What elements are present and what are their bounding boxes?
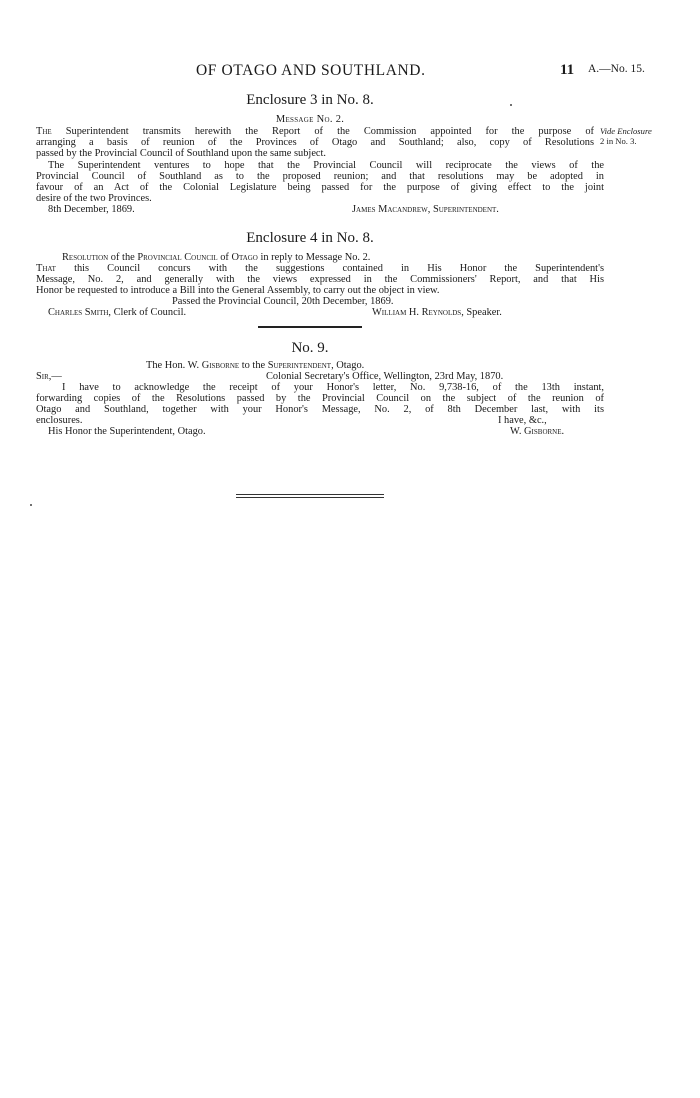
no-9-signature: W. Gisborne. (510, 426, 565, 437)
no-9-line-4: enclosures. (36, 415, 83, 426)
closing: I have, &c., (498, 415, 547, 426)
enclosure-3-subheading: Message No. 2. (275, 114, 345, 125)
stray-mark (30, 504, 32, 506)
end-rule-1 (236, 494, 384, 495)
document-reference: A.—No. 15. (588, 63, 645, 75)
enclosure-3-line-5: Provincial Council of Southland as to the proposed reunion; and that resolutions may be adopted in (36, 171, 604, 182)
no-9-line-3: Otago and Southland, together with your Honor's Message, No. 2, of 8th December last, with its (36, 404, 604, 415)
no-9-line-2: forwarding copies of the Resolutions passed by the Provincial Council on the subject of the reunion of (36, 393, 604, 404)
margin-note (600, 126, 652, 146)
enclosure-3-heading: Enclosure 3 in No. 8. (246, 92, 374, 108)
enclosure-4-line-2: Message, No. 2, and generally with the views expressed in the Commissioners' Report, and that His (36, 274, 604, 285)
enclosure-3-signature: James Macandrew, Superintendent. (352, 204, 499, 215)
enclosure-4-passed: Passed the Provincial Council, 20th December, 1869. (172, 296, 394, 307)
enclosure-3-line-3: passed by the Provincial Council of Southland upon the same subject. (36, 148, 327, 159)
no-9-from-line: The Hon. W. Gisborne to the Superintendent, Otago. (146, 360, 365, 371)
no-9-line-1: I have to acknowledge the receipt of your Honor's letter, No. 9,738-16, of the 13th instant, (62, 382, 604, 393)
enclosure-3-line-1: The Superintendent transmits herewith the Report of the Commission appointed for the purpose of (36, 126, 594, 137)
margin-note-line-1: Vide Enclosure (600, 126, 652, 136)
running-head (0, 62, 700, 82)
first-word: That (36, 263, 56, 274)
clerk-signature: Charles Smith, Clerk of Council. (48, 307, 187, 318)
enclosure-4-intro: Resolution of the Provincial Council of Otago in reply to Message No. 2. (62, 252, 371, 263)
enclosure-3-line-2: arranging a basis of reunion of the Provinces of Otago and Southland; also, copy of Resolutions (36, 137, 594, 148)
first-word: The (36, 126, 52, 137)
addressee: His Honor the Superintendent, Otago. (48, 426, 206, 437)
section-divider (258, 326, 362, 328)
enclosure-4-heading: Enclosure 4 in No. 8. (246, 230, 374, 246)
sender-address: Colonial Secretary's Office, Wellington, 23rd May, 1870. (266, 371, 504, 382)
enclosure-4-line-1: That this Council concurs with the suggestions contained in His Honor the Superintendent's (36, 263, 604, 274)
margin-note-line-2: 2 in No. 3. (600, 136, 637, 146)
enclosure-3-line-6: favour of an Act of the Colonial Legislature being passed for the purpose of giving effect to the joint (36, 182, 604, 193)
enclosure-3-line-7: desire of the two Provinces. (36, 193, 152, 204)
running-head-title: OF OTAGO AND SOUTHLAND. (196, 62, 426, 79)
end-rule-2 (236, 497, 384, 498)
speaker-signature: William H. Reynolds, Speaker. (372, 307, 502, 318)
enclosure-3-line-4: The Superintendent ventures to hope that the Provincial Council will reciprocate the views of the (48, 160, 604, 171)
stray-mark (510, 104, 512, 106)
enclosure-4-line-3: Honor be requested to introduce a Bill into the General Assembly, to carry out the object in view. (36, 285, 440, 296)
salutation: Sir,— (36, 371, 62, 382)
enclosure-3-date: 8th December, 1869. (48, 204, 135, 215)
page-number: 11 (560, 62, 575, 78)
no-9-heading: No. 9. (291, 340, 329, 356)
